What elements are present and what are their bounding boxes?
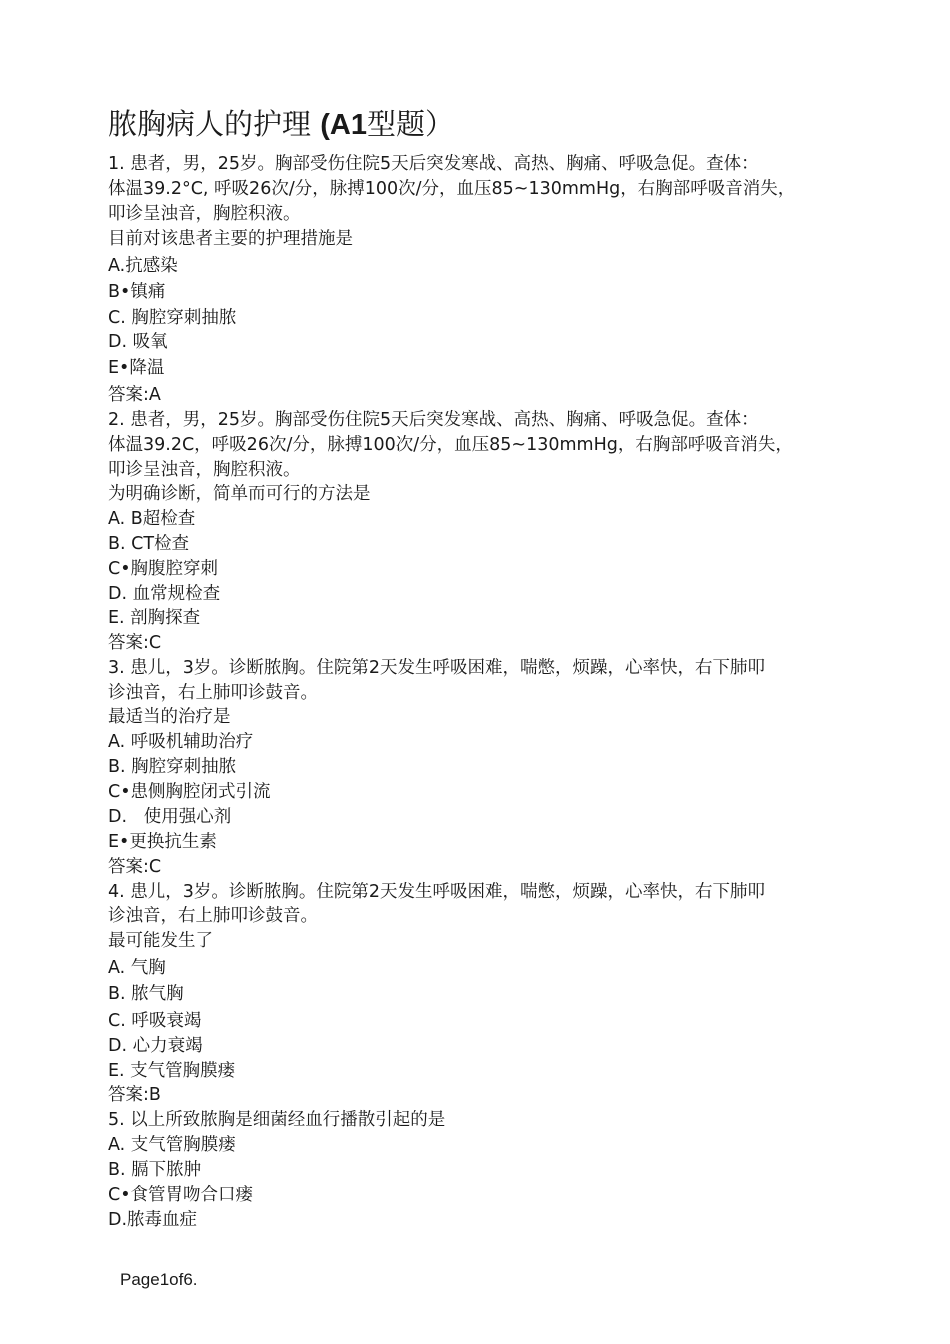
answer-option: D. 心力衰竭	[108, 1036, 203, 1056]
answer-option: B•镇痛	[108, 282, 166, 302]
title-suffix: 型题）	[366, 107, 454, 141]
answer-option: B. CT检查	[108, 534, 190, 554]
question-stem-line: 3. 患儿，3岁。诊断脓胸。住院第2天发生呼吸困难，喘憋，烦躁，心率快，右下肺叩	[108, 658, 766, 678]
answer-option: E•降温	[108, 358, 165, 378]
question-stem-line: 叩诊呈浊音，胸腔积液。	[108, 460, 301, 480]
answer-key: 答案:C	[108, 633, 162, 653]
answer-key: 答案:A	[108, 385, 161, 405]
question-stem-line: 体温39.2°C, 呼吸26次/分，脉搏100次/分，血压85~130mmHg，右胸部呼吸音消失，	[108, 179, 796, 199]
answer-option: A. 气胸	[108, 958, 166, 978]
answer-option: E. 剖胸探查	[108, 608, 201, 628]
question-prompt: 最适当的治疗是	[108, 707, 231, 727]
answer-option: C. 胸腔穿刺抽脓	[108, 308, 237, 328]
answer-option: C•食管胃吻合口瘘	[108, 1185, 254, 1205]
question-prompt: 为明确诊断，简单而可行的方法是	[108, 484, 371, 504]
answer-option: C•患侧胸腔闭式引流	[108, 782, 271, 802]
title-main: 脓胸病人的护理	[108, 107, 312, 141]
answer-option: A. 呼吸机辅助治疗	[108, 732, 254, 752]
question-stem-line: 2. 患者，男，25岁。胸部受伤住院5天后突发寒战、高热、胸痛、呼吸急促。查体：	[108, 410, 759, 430]
answer-option: D. 血常规检查	[108, 584, 221, 604]
question-stem-line: 1. 患者，男，25岁。胸部受伤住院5天后突发寒战、高热、胸痛、呼吸急促。查体：	[108, 154, 759, 174]
answer-option: A.抗感染	[108, 256, 178, 276]
title-tag: A1	[329, 109, 367, 141]
page-title	[108, 104, 454, 145]
question-stem-line: 诊浊音，右上肺叩诊鼓音。	[108, 906, 318, 926]
answer-option: D. 吸氧	[108, 332, 168, 352]
answer-option: A. 支气管胸膜瘘	[108, 1135, 236, 1155]
question-stem-line: 体温39.2C，呼吸26次/分，脉搏100次/分，血压85~130mmHg，右胸部呼吸音消失，	[108, 435, 793, 455]
question-stem-line: 5. 以上所致脓胸是细菌经血行播散引起的是	[108, 1110, 446, 1130]
answer-key: 答案:C	[108, 857, 162, 877]
question-stem-line: 诊浊音，右上肺叩诊鼓音。	[108, 683, 318, 703]
question-prompt: 最可能发生了	[108, 931, 213, 951]
answer-option: E•更换抗生素	[108, 832, 217, 852]
question-prompt: 目前对该患者主要的护理措施是	[108, 229, 353, 249]
answer-option: B. 胸腔穿刺抽脓	[108, 757, 237, 777]
page-footer: Page1of6.	[120, 1270, 198, 1289]
answer-option: A. B超检查	[108, 509, 196, 529]
answer-option: C. 呼吸衰竭	[108, 1011, 202, 1031]
question-stem-line: 4. 患儿，3岁。诊断脓胸。住院第2天发生呼吸困难，喘憋，烦躁，心率快，右下肺叩	[108, 882, 766, 902]
answer-option: B. 膈下脓肿	[108, 1160, 202, 1180]
answer-option: D. 使用强心剂	[108, 807, 232, 827]
answer-option: C•胸腹腔穿刺	[108, 559, 219, 579]
title-paren: (	[320, 109, 330, 141]
answer-option: B. 脓气胸	[108, 984, 184, 1004]
question-stem-line: 叩诊呈浊音，胸腔积液。	[108, 204, 301, 224]
answer-option: E. 支气管胸膜瘘	[108, 1061, 236, 1081]
answer-key: 答案:B	[108, 1085, 161, 1105]
answer-option: D.脓毒血症	[108, 1210, 198, 1230]
